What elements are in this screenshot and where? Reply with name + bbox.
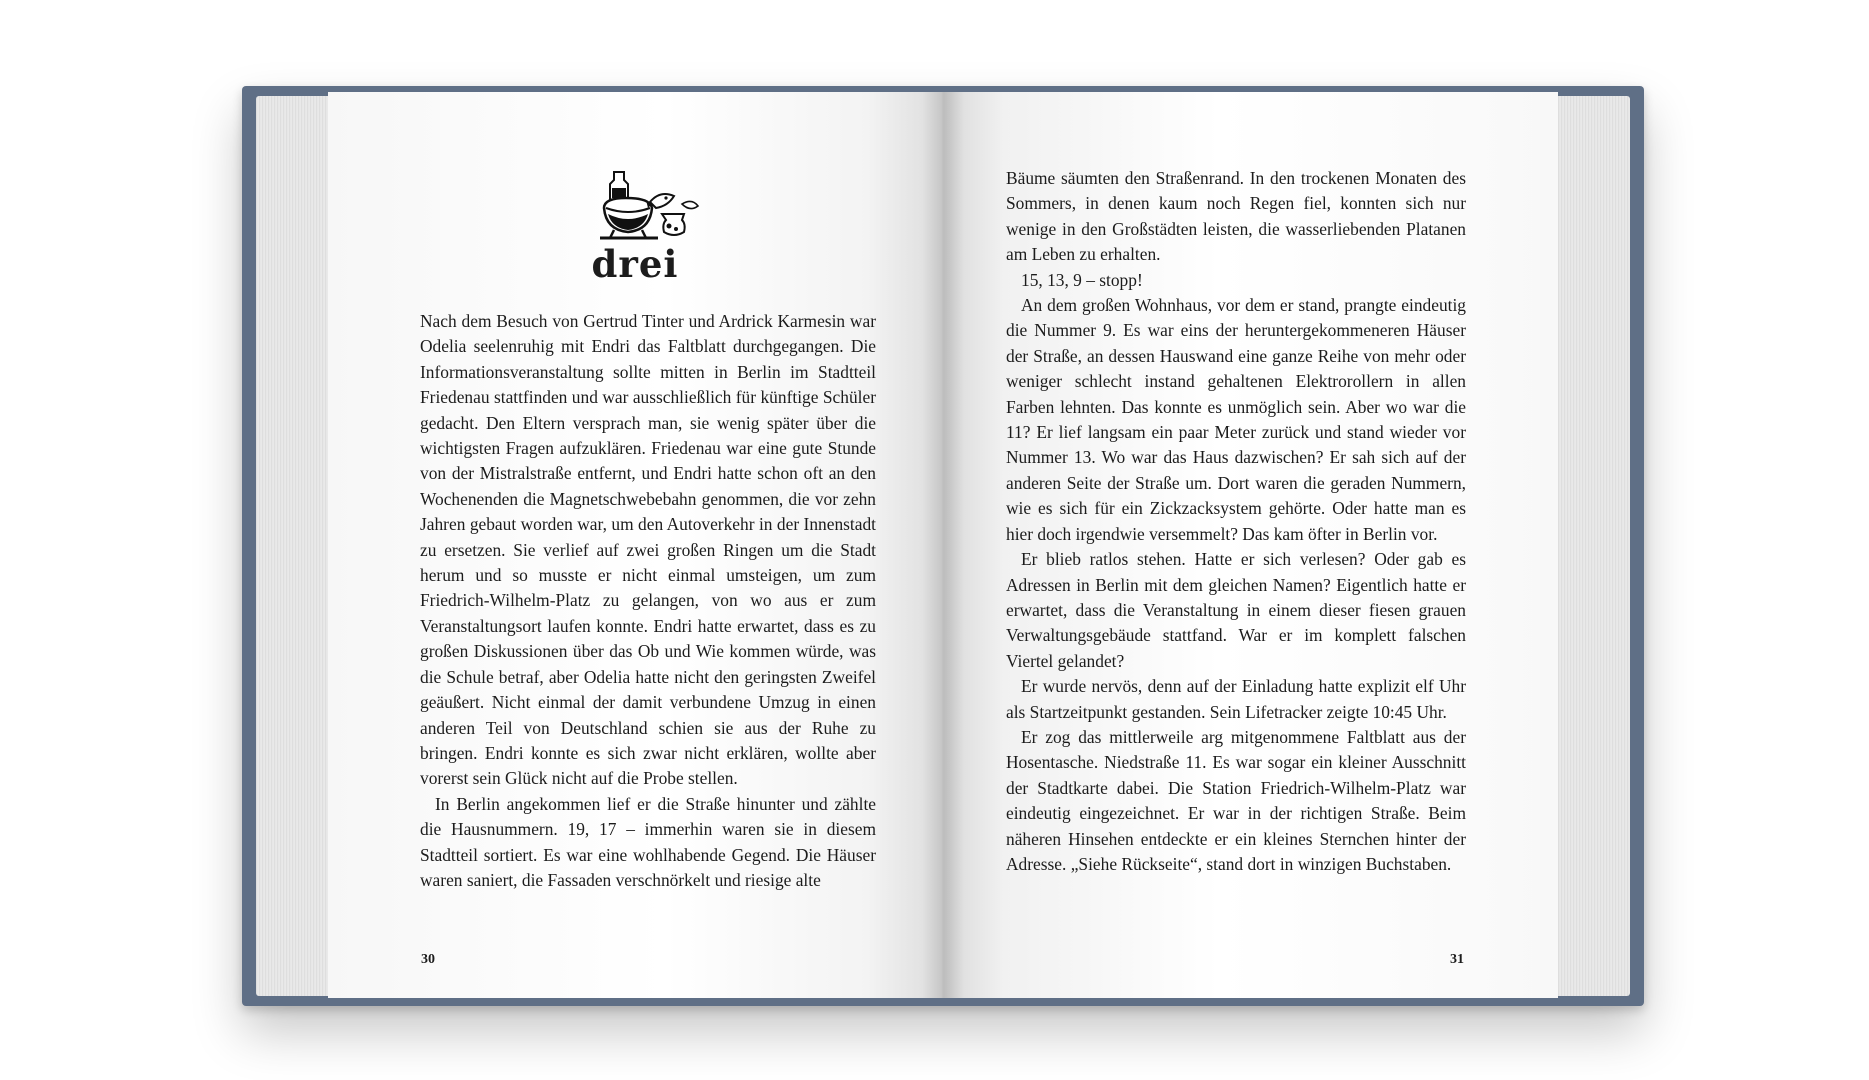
open-book bbox=[242, 86, 1644, 1006]
left-page bbox=[328, 92, 942, 998]
page-number-right: 31 bbox=[1450, 952, 1464, 967]
right-page bbox=[942, 92, 1558, 998]
paragraph: Er wurde nervös, denn auf der Einladung hatte explizit elf Uhr als Startzeitpunkt gestanden. Sein Lifetracker zeigte 10:45 Uhr. bbox=[1006, 676, 1466, 722]
right-page-text bbox=[1006, 166, 1466, 877]
paragraph: Er zog das mittlerweile arg mitgenommene Faltblatt aus der Hosentasche. Niedstraße 11. Es war sogar ein kleiner Ausschnitt der Stadtkarte dabei. Die Station Friedrich-Wilhelm-Platz war eindeutig eingezeichnet. Er war in der richtigen Straße. Beim näheren Hinsehen entdeckte er ein kleines Sternchen hinter der Adresse. „Siehe Rückseite“, stand dort in winzigen Buchstaben. bbox=[1006, 726, 1466, 874]
paragraph: Bäume säumten den Straßenrand. In den trockenen Monaten des Sommers, in denen kaum noch Regen fiel, konnten sich nur wenige in den Großstädten leisten, die wasserliebenden Platanen am Leben zu erhalten. bbox=[1006, 168, 1466, 265]
paragraph: An dem großen Wohnhaus, vor dem er stand, prangte eindeutig die Nummer 9. Es war eins der heruntergekommeneren Häuser der Straße, an dessen Hauswand eine ganze Reihe von mehr oder weniger schlecht instand gehaltenen Elektrorollern in allen Farben lehnten. Das konnte es unmöglich sein. Aber wo war die 11? Er lief langsam ein paar Meter zurück und stand wieder vor Nummer 13. Wo war das Haus dazwischen? Er sah sich auf der anderen Seite der Straße um. Dort waren die geraden Nummern, wie es sich für ein Zickzacksystem gehörte. Oder hatte man es hier doch irgendwie versemmelt? Das kam öfter in Berlin vor. bbox=[1006, 295, 1466, 544]
paragraph: Nach dem Besuch von Gertrud Tinter und Ardrick Karmesin war Odelia seelenruhig mit Endri das Faltblatt durchgegangen. Die Informationsveranstaltung sollte mitten in Berlin im Stadtteil Friedenau stattfinden und war ausschließlich für künftige Schüler gedacht. Den Eltern versprach man, sie wenig später über die wichtigsten Fragen aufzuklären. Friedenau war eine gute Stunde von der Mistralstraße entfernt, und Endri hatte schon oft an den Wochenenden die Magnetschwebebahn genommen, die vor zehn Jahren gebaut worden war, um den Autoverkehr in der Innenstadt zu ersetzen. Sie verlief auf zwei großen Ringen um die Stadt herum und so musste er nicht einmal umsteigen, um zum Friedrich-Wilhelm-Platz zu gelangen, von wo aus er zum Veranstaltungsort laufen konnte. Endri hatte erwartet, dass es zu großen Diskussionen über das Ob und Wie kommen würde, was die Schule betraf, aber Odelia hatte nicht den geringsten Zweifel geäußert. Nicht einmal der damit verbundene Umzug in einen anderen Teil von Deutschland schien sie aus der Ruhe zu bringen. Endri konnte es sich zwar nicht erklären, wollte aber vorerst sein Glück nicht auf die Probe stellen. bbox=[420, 311, 876, 789]
page-number-left: 30 bbox=[421, 952, 435, 967]
left-page-text bbox=[420, 309, 876, 893]
book-gutter bbox=[922, 92, 964, 998]
paragraph: In Berlin angekommen lief er die Straße hinunter und zählte die Hausnummern. 19, 17 – immerhin waren sie in diesem Stadtteil sortiert. Es war eine wohlhabende Gegend. Die Häuser waren saniert, die Fassaden verschnörkelt und riesige alte bbox=[420, 793, 876, 890]
paragraph: 15, 13, 9 – stopp! bbox=[1021, 269, 1143, 290]
cauldron-icon bbox=[596, 168, 700, 244]
paragraph: Er blieb ratlos stehen. Hatte er sich verlesen? Oder gab es Adressen in Berlin mit dem gleichen Namen? Eigentlich hatte er erwartet, dass die Veranstaltung in einem dieser fiesen grauen Verwaltungsgebäude stattfand. War er im komplett falschen Viertel gelandet? bbox=[1006, 549, 1466, 671]
left-page-edges bbox=[256, 96, 328, 996]
chapter-title: drei bbox=[591, 242, 679, 286]
right-page-edges bbox=[1558, 96, 1630, 996]
